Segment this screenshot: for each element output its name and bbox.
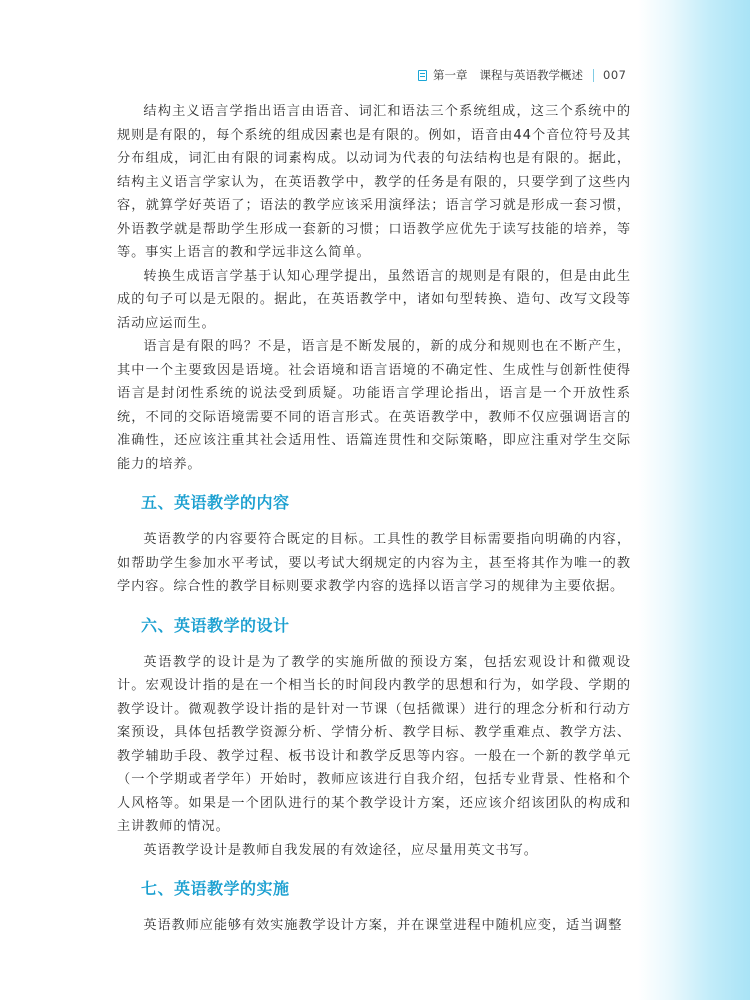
running-header: [418, 66, 626, 84]
chapter-title: 课程与英语教学概述: [479, 68, 583, 82]
body-paragraph: 结构主义语言学指出语言由语音、词汇和语法三个系统组成，这三个系统中的规则是有限的，每个系统的组成因素也是有限的。例如，语音由44个音位符号及其分布组成，词汇由有限的词素构成。以动词为代表的句法结构也是有限的。据此，结构主义语言学家认为，在英语教学中，教学的任务是有限的，只要学到了这些内容，就算学好英语了；语法的教学应该采用演绎法；语言学习就是形成一套习惯，外语教学就是帮助学生形成一套新的习惯；口语教学应优先于读写技能的培养，等等。事实上语言的教和学远非这么简单。: [117, 104, 631, 260]
page-edge-band: [638, 0, 750, 1000]
body-paragraph: 英语教学设计是教师自我发展的有效途径，应尽量用英文书写。: [143, 842, 538, 858]
body-paragraph: 英语教学的设计是为了教学的实施所做的预设方案，包括宏观设计和微观设计。宏观设计指的是在一个相当长的时间段内教学的思想和行为，如学段、学期的教学设计。微观教学设计指的是针对一节课（包括微课）进行的理念分析和行动方案预设，具体包括教学资源分析、学情分析、教学目标、教学重难点、教学方法、教学辅助手段、教学过程、板书设计和教学反思等内容。一般在一个新的教学单元（一个学期或者学年）开始时，教师应该进行自我介绍，包括专业背景、性格和个人风格等。如果是一个团队进行的某个教学设计方案，还应该介绍该团队的构成和主讲教师的情况。: [117, 654, 631, 834]
header-divider: [593, 69, 594, 82]
section-heading: 七、英语教学的实施: [141, 879, 290, 898]
section-heading: 六、英语教学的设计: [141, 615, 290, 635]
book-icon: [418, 70, 427, 81]
section-heading: 五、英语教学的内容: [141, 493, 290, 512]
page-number: 007: [603, 68, 627, 82]
page-body: [117, 100, 631, 938]
body-paragraph: 语言是有限的吗？不是，语言是不断发展的，新的成分和规则也在不断产生，其中一个主要致因是语境。社会语境和语言语境的不确定性、生成性与创新性使得语言是封闭性系统的说法受到质疑。功能语言学理论指出，语言是一个开放性系统，不同的交际语境需要不同的语言形式。在英语教学中，教师不仅应强调语言的准确性，还应该注重其社会适用性、语篇连贯性和交际策略，即应注重对学生交际能力的培养。: [117, 339, 631, 472]
body-paragraph: 转换生成语言学基于认知心理学提出，虽然语言的规则是有限的，但是由此生成的句子可以是无限的。据此，在英语教学中，诸如句型转换、造句、改写文段等活动应运而生。: [117, 268, 631, 331]
body-paragraph: 英语教学的内容要符合既定的目标。工具性的教学目标需要指向明确的内容，如帮助学生参加水平考试，要以考试大纲规定的内容为主，甚至将其作为唯一的教学内容。综合性的教学目标则要求教学内容的选择以语言学习的规律为主要依据。: [117, 532, 631, 594]
body-paragraph: 英语教师应能够有效实施教学设计方案，并在课堂进程中随机应变，适当调整: [143, 918, 623, 933]
chapter-number: 第一章: [433, 68, 468, 82]
